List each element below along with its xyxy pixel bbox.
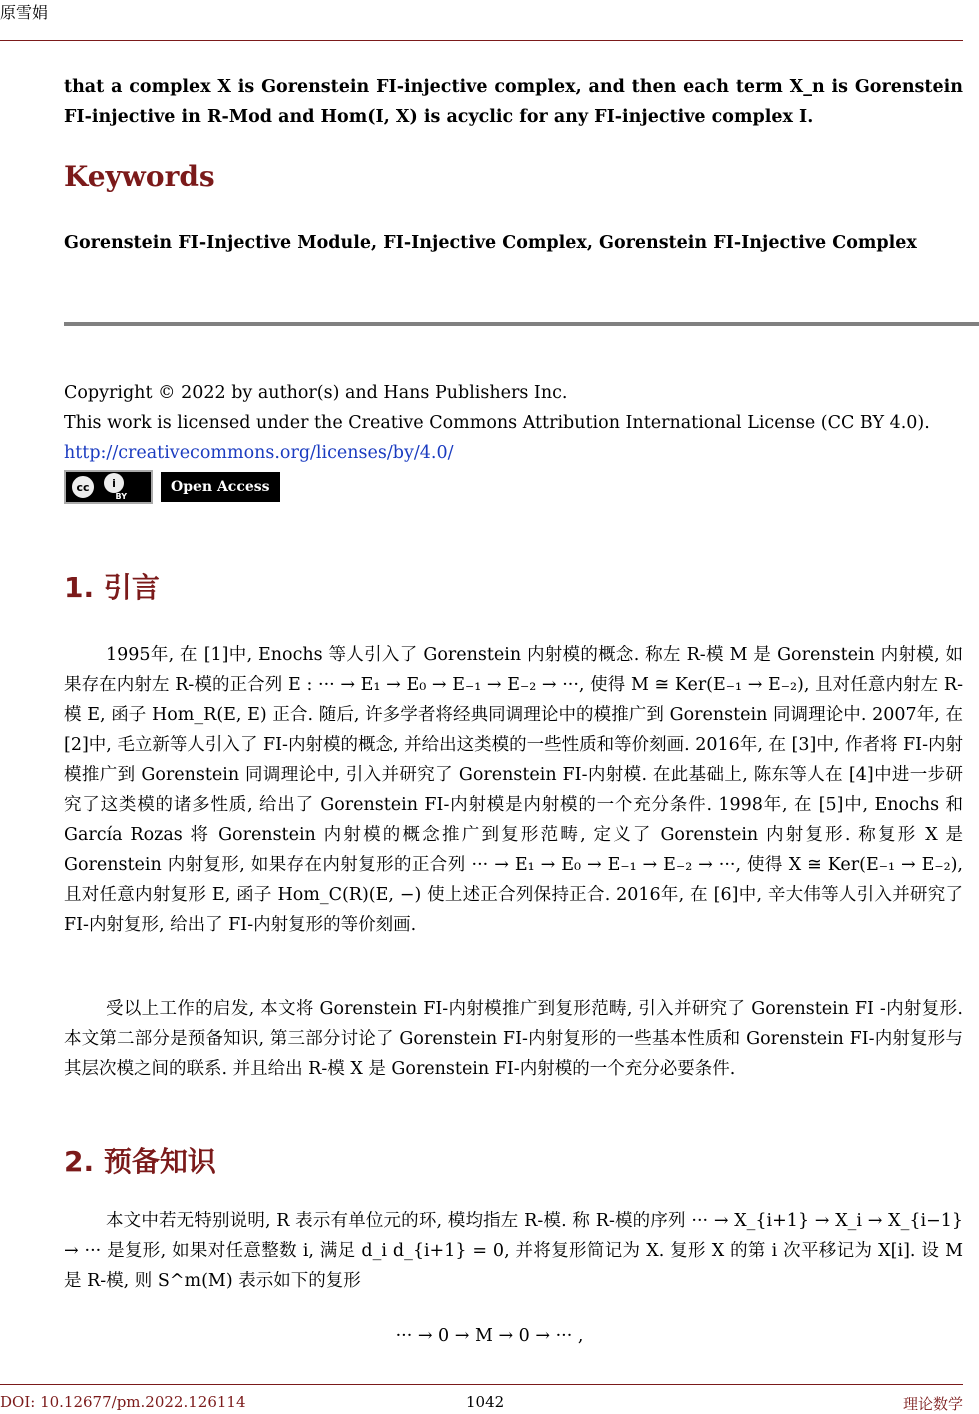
keywords-heading: Keywords bbox=[64, 160, 215, 193]
section-2-paragraph-1: 本文中若无特别说明, R 表示有单位元的环, 模均指左 R-模. 称 R-模的序列 ··· → X_{i+1} → X_i → X_{i−1} → ··· 是复形, 如果对任意整数 i, 满足 d_i d_{i+1} = 0, 并将复形简记为 X. 复形 X 的第 i 次平移记为 X[i]. 设 M 是 R-模, 则 S^m(M) 表示如下的复形 bbox=[64, 1211, 963, 1291]
by-label: BY bbox=[115, 492, 127, 501]
keywords-text: Gorenstein FI-Injective Module, FI-Injective Complex, Gorenstein FI-Injective Complex bbox=[64, 233, 917, 253]
copyright-line: Copyright © 2022 by author(s) and Hans Publishers Inc. bbox=[64, 383, 568, 403]
abstract-tail: that a complex X is Gorenstein FI-injective complex, and then each term X_n is Gorenstein FI-injective in R-Mod and Hom(I, X) is acyclic for any FI-injective complex I. bbox=[64, 77, 963, 127]
cc-icon: cc bbox=[70, 474, 96, 500]
cc-by-badge[interactable] bbox=[64, 470, 153, 504]
section-divider bbox=[64, 322, 979, 326]
footer-doi[interactable]: DOI: 10.12677/pm.2022.126114 bbox=[0, 1393, 246, 1411]
header-rule bbox=[0, 40, 963, 41]
footer-journal: 理论数学 bbox=[902, 1395, 963, 1413]
footer-rule bbox=[0, 1384, 963, 1385]
running-head-author: 原雪娟 bbox=[0, 3, 49, 22]
license-badges bbox=[64, 470, 280, 504]
open-access-badge[interactable]: Open Access bbox=[161, 472, 280, 502]
section-1-paragraph-2: 受以上工作的启发, 本文将 Gorenstein FI-内射模推广到复形范畴, 引入并研究了 Gorenstein FI -内射复形. 本文第二部分是预备知识, 第三部分讨论了 Gorenstein FI-内射复形的一些基本性质和 Gorenstein FI-内射复形与其层次模之间的联系. 并且给出 R-模 X 是 Gorenstein FI-内射模的一个充分必要条件. bbox=[64, 999, 963, 1079]
attribution-icon: i bbox=[104, 473, 124, 493]
section-1-paragraph-1: 1995年, 在 [1]中, Enochs 等人引入了 Gorenstein 内射模的概念. 称左 R-模 M 是 Gorenstein 内射模, 如果存在内射左 R-模的正合列 E : ··· → E₁ → E₀ → E₋₁ → E₋₂ → ···, 使得 M ≅ Ker(E₋₁ → E₋₂), 且对任意内射左 R-模 E, 函子 Hom_R(E, E) 正合. 随后, 许多学者将经典同调理论中的模推广到 Gorenstein 同调理论中. 2007年, 在 [2]中, 毛立新等人引入了 FI-内射模的概念, 并给出这类模的一些性质和等价刻画. 2016年, 在 [3]中, 作者将 FI-内射模推广到 Gorenstein 同调理论中, 引入并研究了 Gorenstein FI-内射模. 在此基础上, 陈东等人在 [4]中进一步研究了这类模的诸多性质, 给出了 Gorenstein FI-内射模是内射模的一个充分条件. 1998年, 在 [5]中, Enochs 和 García Rozas 将 Gorenstein 内射模的概念推广到复形范畴, 定义了 Gorenstein 内射复形. 称复形 X 是 Gorenstein 内射复形, 如果存在内射复形的正合列 ··· → E₁ → E₀ → E₋₁ → E₋₂ → ···, 使得 X ≅ Ker(E₋₁ → E₋₂), 且对任意内射复形 E, 函子 Hom_C(R)(E, −) 使上述正合列保持正合. 2016年, 在 [6]中, 辛大伟等人引入并研究了 FI-内射复形, 给出了 FI-内射复形的等价刻画. bbox=[64, 645, 963, 935]
section-1-heading: 1. 引言 bbox=[64, 571, 160, 604]
footer-page-number: 1042 bbox=[466, 1393, 505, 1411]
license-block bbox=[64, 378, 963, 468]
section-2-heading: 2. 预备知识 bbox=[64, 1145, 216, 1178]
display-equation: ··· → 0 → M → 0 → ··· , bbox=[395, 1326, 584, 1346]
license-statement: This work is licensed under the Creative Commons Attribution International License (CC BY 4.0). bbox=[64, 413, 930, 433]
license-link[interactable]: http://creativecommons.org/licenses/by/4.0/ bbox=[64, 443, 454, 463]
